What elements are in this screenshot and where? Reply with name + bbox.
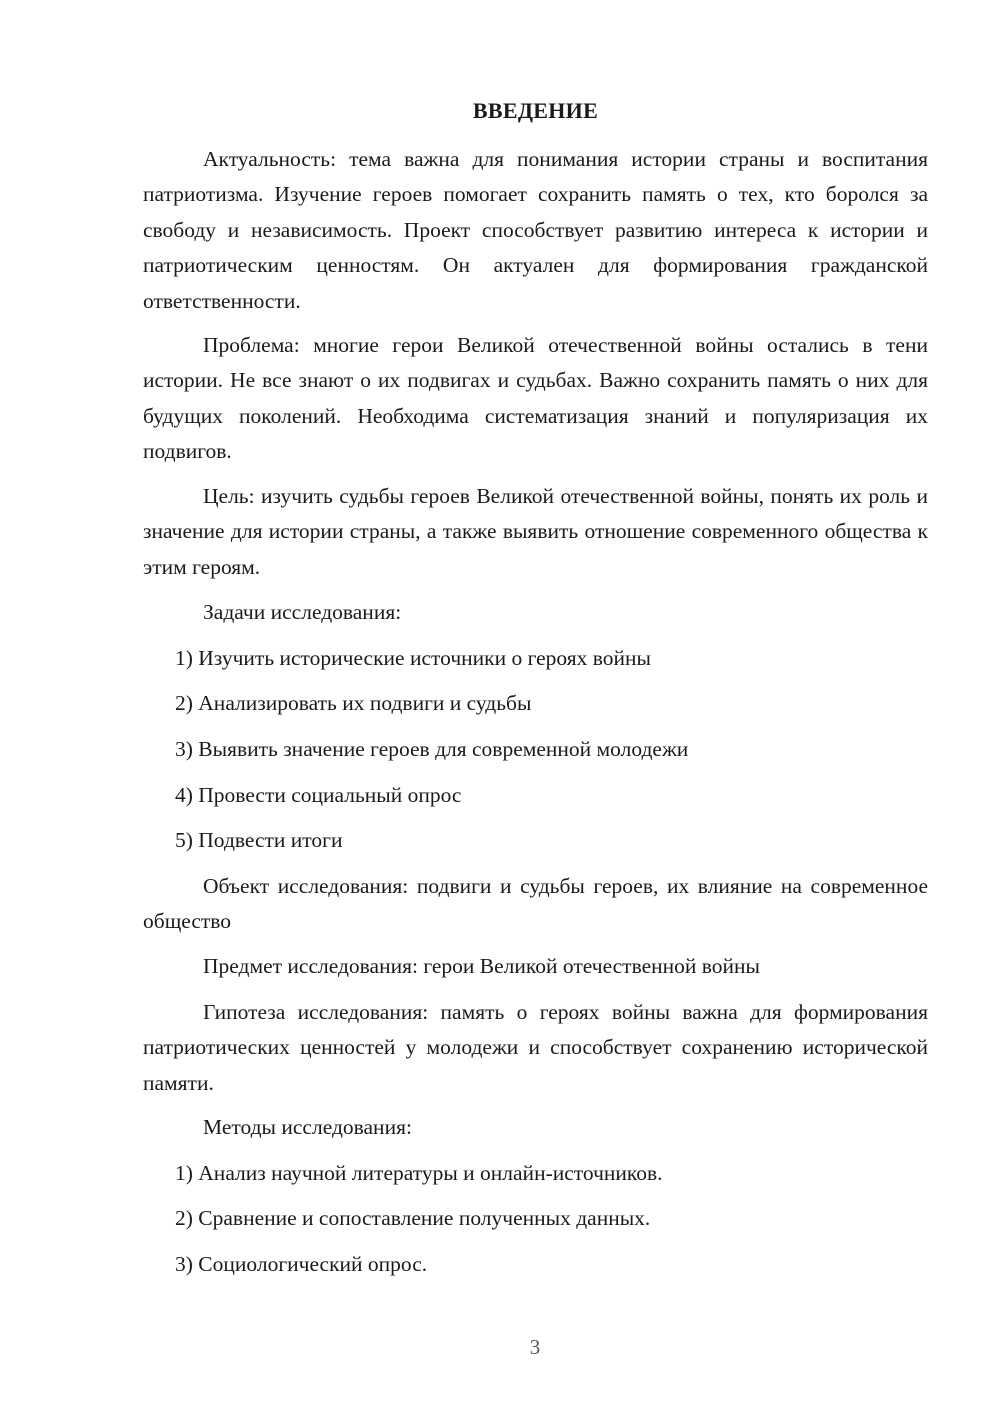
tasks-heading: Задачи исследования: [203, 600, 402, 624]
method-item-2: 2) Сравнение и сопоставление полученных данных. [175, 1206, 651, 1230]
method-item-3: 3) Социологический опрос. [175, 1252, 428, 1276]
paragraph-goal: Цель: изучить судьбы героев Великой отечественной войны, понять их роль и значение для истории страны, а также выявить отношение современного общества к этим героям. [143, 484, 928, 579]
page-number: 3 [529, 1335, 541, 1359]
methods-heading: Методы исследования: [203, 1115, 412, 1139]
task-item-3: 3) Выявить значение героев для современной молодежи [175, 737, 689, 761]
paragraph-object: Объект исследования: подвиги и судьбы героев, их влияние на современное общество [143, 874, 928, 934]
paragraph-hypothesis: Гипотеза исследования: память о героях войны важна для формирования патриотических ценностей у молодежи и способствует сохранению исторической памяти. [143, 1000, 928, 1095]
task-item-2: 2) Анализировать их подвиги и судьбы [175, 691, 532, 715]
paragraph-subject: Предмет исследования: герои Великой отечественной войны [203, 954, 761, 978]
task-item-5: 5) Подвести итоги [175, 828, 343, 852]
task-item-4: 4) Провести социальный опрос [175, 783, 462, 807]
method-item-1: 1) Анализ научной литературы и онлайн-источников. [175, 1161, 663, 1185]
task-item-1: 1) Изучить исторические источники о героях войны [175, 646, 651, 670]
page-title: ВВЕДЕНИЕ [472, 98, 599, 123]
paragraph-problem: Проблема: многие герои Великой отечественной войны остались в тени истории. Не все знают о их подвигах и судьбах. Важно сохранить память о них для будущих поколений. Необходима систематизация знаний и популяризация их подвигов. [143, 333, 928, 464]
paragraph-relevance: Актуальность: тема важна для понимания истории страны и воспитания патриотизма. Изучение героев помогает сохранить память о тех, кто боролся за свободу и независимость. Проект способствует развитию интереса к истории и патриотическим ценностям. Он актуален для формирования гражданской ответственности. [143, 147, 928, 313]
